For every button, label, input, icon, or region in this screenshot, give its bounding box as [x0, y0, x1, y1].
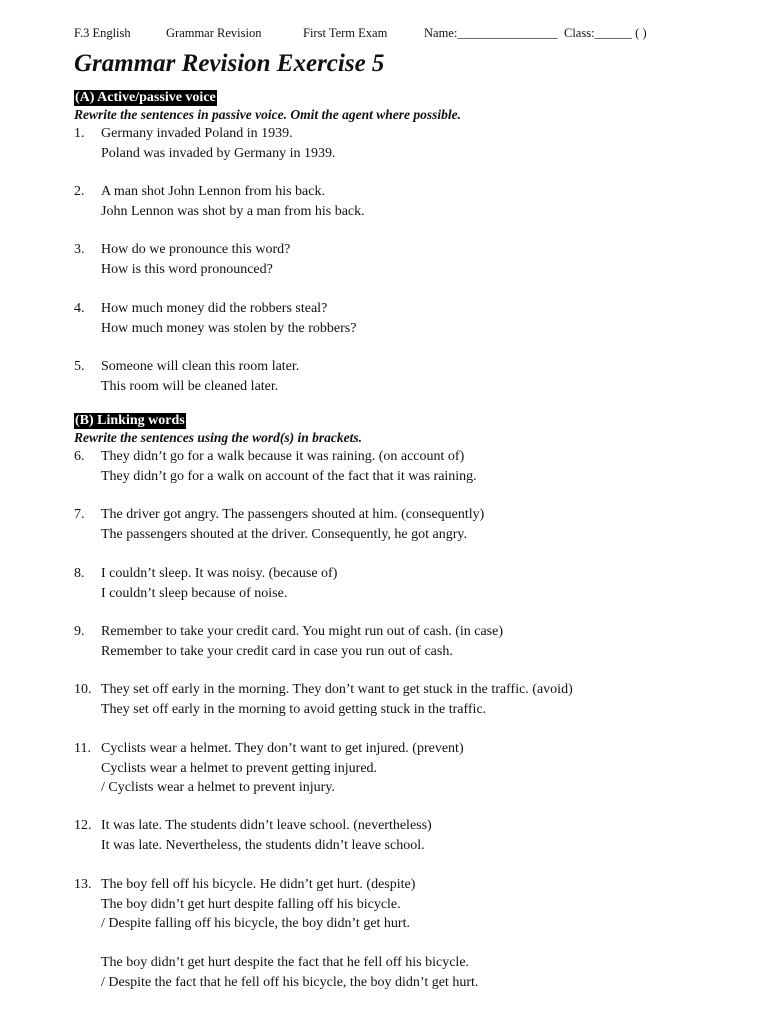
item-number: 4. [74, 301, 85, 316]
item-question: They set off early in the morning. They don’t want to get stuck in the traffic. (avoid) [101, 682, 573, 697]
item-number: 9. [74, 624, 85, 639]
item-number: 7. [74, 507, 85, 522]
item-number: 10. [74, 682, 92, 697]
item-answer: This room will be cleaned later. [101, 378, 279, 394]
item-answer: They didn’t go for a walk on account of the fact that it was raining. [101, 468, 477, 484]
item-question: They didn’t go for a walk because it was raining. (on account of) [101, 449, 465, 464]
page-title: Grammar Revision Exercise 5 [74, 50, 385, 77]
item-question: Cyclists wear a helmet. They don’t want to get injured. (prevent) [101, 741, 464, 756]
item-question: Remember to take your credit card. You might run out of cash. (in case) [101, 624, 504, 639]
item-question: A man shot John Lennon from his back. [101, 184, 325, 199]
header-exam: First Term Exam [303, 26, 388, 40]
item-answer: The boy didn’t get hurt despite falling off his bicycle. [101, 896, 401, 912]
item-question: Germany invaded Poland in 1939. [101, 126, 293, 141]
header-subject: F.3 English [74, 26, 131, 40]
item-answer: It was late. Nevertheless, the students didn’t leave school. [101, 837, 425, 853]
item-number: 12. [74, 818, 92, 833]
item-answer: How much money was stolen by the robbers? [101, 320, 357, 336]
item-number: 11. [74, 741, 91, 756]
item-answer: John Lennon was shot by a man from his back. [101, 203, 365, 219]
item-answer: Remember to take your credit card in case you run out of cash. [101, 643, 453, 659]
item-answer: Cyclists wear a helmet to prevent getting injured. [101, 760, 378, 776]
item-number: 3. [74, 242, 85, 257]
item-question: It was late. The students didn’t leave school. (nevertheless) [101, 818, 432, 833]
header-topic: Grammar Revision [166, 26, 262, 40]
section-a-heading: (A) Active/passive voice [75, 90, 216, 105]
header-class-field: Class:______ ( ) [564, 26, 647, 40]
blank-line [101, 934, 731, 954]
item-number: 8. [74, 566, 85, 581]
page-header [74, 26, 714, 42]
item-number: 1. [74, 126, 85, 141]
item-answer-alternative: / Despite the fact that he fell off his bicycle, the boy didn’t get hurt. [101, 974, 479, 990]
item-question: The driver got angry. The passengers shouted at him. (consequently) [101, 507, 485, 522]
item-answer: The passengers shouted at the driver. Consequently, he got angry. [101, 526, 467, 542]
item-answer-alternative: / Cyclists wear a helmet to prevent injury. [101, 780, 335, 795]
section-b-heading: (B) Linking words [75, 413, 185, 428]
item-answer: The boy didn’t get hurt despite the fact that he fell off his bicycle. [101, 955, 470, 970]
item-number: 2. [74, 184, 85, 199]
section-b-instruction: Rewrite the sentences using the word(s) in brackets. [74, 430, 363, 445]
item-question: The boy fell off his bicycle. He didn’t get hurt. (despite) [101, 877, 416, 892]
item-answer-alternative: / Despite falling off his bicycle, the boy didn’t get hurt. [101, 916, 410, 931]
item-answer: How is this word pronounced? [101, 261, 273, 277]
item-answer: They set off early in the morning to avoid getting stuck in the traffic. [101, 701, 487, 717]
item-question: Someone will clean this room later. [101, 359, 300, 374]
item-number: 13. [74, 877, 92, 892]
item-question: How much money did the robbers steal? [101, 301, 328, 316]
item-question: How do we pronounce this word? [101, 242, 291, 257]
section-a-instruction: Rewrite the sentences in passive voice. Omit the agent where possible. [74, 107, 461, 122]
item-number: 6. [74, 449, 85, 464]
item-question: I couldn’t sleep. It was noisy. (because of) [101, 566, 338, 581]
header-name-field: Name:________________ [424, 26, 558, 40]
item-answer: I couldn’t sleep because of noise. [101, 585, 288, 601]
item-answer: Poland was invaded by Germany in 1939. [101, 145, 336, 161]
item-number: 5. [74, 359, 85, 374]
